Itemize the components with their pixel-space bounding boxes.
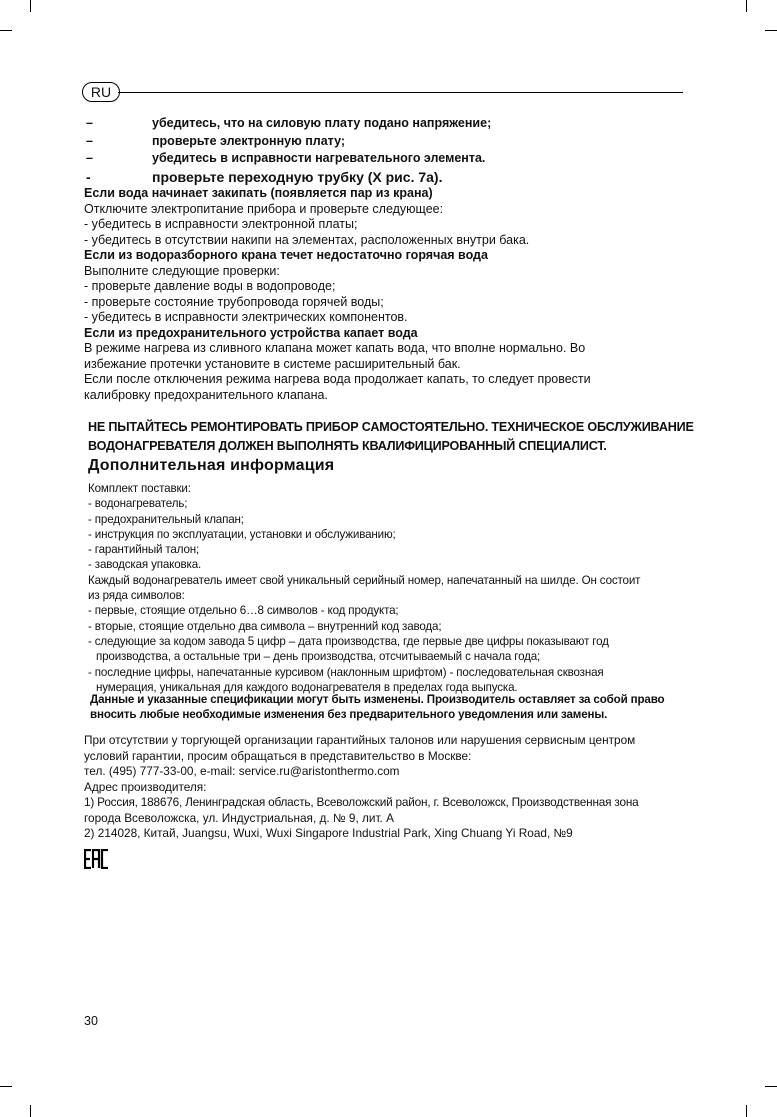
notice-line: Данные и указанные спецификации могут быть изменены. Производитель оставляет за собой право (90, 693, 665, 706)
contact-phone-email: тел. (495) 777-33-00, e-mail: service.ru@aristonthermo.com (84, 764, 400, 778)
manufacturer-address: 2) 214028, Китай, Juangsu, Wuxi, Wuxi Singapore Industrial Park, Xing Chuang Yi Road, №9 (84, 826, 573, 840)
crop-mark (765, 1086, 777, 1087)
text-line: - инструкция по эксплуатации, установки и обслуживанию; (88, 527, 396, 541)
text-line: - убедитесь в исправности электронной платы; (84, 217, 358, 231)
boiling-heading: Если вода начинает закипать (появляется пар из крана) (84, 186, 433, 200)
text-line: производства, а остальные три – день производства, отсчитываемый с начала года; (96, 650, 541, 664)
notice-line: вносить любые необходимые изменения без предварительного уведомления или замены. (90, 708, 608, 722)
crop-mark (30, 0, 31, 12)
text-line: Адрес производителя: (84, 779, 207, 794)
manufacturer-address: 1) Россия, 188676, Ленинградская область, Всеволожский район, г. Всеволожск, Производственная зона (84, 795, 639, 809)
not-hot-heading: Если из водоразборного крана течет недостаточно горячая вода (84, 248, 488, 262)
contacts-section (84, 733, 684, 842)
text-line: калибровку предохранительного клапана. (84, 387, 328, 402)
warning-block (88, 418, 694, 456)
dripping-heading: Если из предохранительного устройства капает вода (84, 325, 418, 340)
troubleshooting-section (84, 186, 684, 403)
text-line: В режиме нагрева из сливного клапана может капать вода, что вполне нормально. Во (84, 341, 586, 355)
text-line: - вторые, стоящие отдельно два символа – внутренний код завода; (88, 619, 442, 633)
text-line: Комплект поставки: (88, 482, 191, 495)
checklist-item: – убедитесь в исправности нагревательного элемента. (86, 151, 486, 165)
crop-mark (746, 1105, 747, 1117)
checklist-item: – убедитесь, что на силовую плату подано напряжение; (86, 116, 492, 130)
page-number: 30 (84, 1014, 98, 1028)
text-line: Если после отключения режима нагрева вода продолжает капать, то следует провести (84, 372, 591, 386)
text-line: - проверьте состояние трубопровода горячей воды; (84, 294, 384, 309)
text-line: - проверьте давление воды в водопроводе; (84, 279, 336, 293)
text-line: Отключите электропитание прибора и проверьте следующее: (84, 201, 444, 216)
text-line: избежание протечки установите в системе расширительный бак. (84, 356, 461, 371)
text-line: - предохранительный клапан; (88, 512, 244, 526)
crop-mark (765, 30, 777, 31)
text-line: При отсутствии у торгующей организации гарантийных талонов или нарушения сервисным центром (84, 733, 636, 747)
text-line: - следующие за кодом завода 5 цифр – дата производства, где первые две цифры показывают год (88, 634, 609, 648)
checklist (84, 116, 564, 189)
crop-mark (30, 1105, 31, 1117)
text-line: города Всеволожска, ул. Индустриальная, д. № 9, лит. А (84, 810, 394, 825)
additional-info-title-block (88, 457, 688, 475)
text-line: условий гарантии, просим обращаться в представительство в Москве: (84, 748, 472, 763)
crop-mark (0, 30, 12, 31)
specification-notice (90, 692, 690, 723)
text-line: - убедитесь в исправности электрических компонентов. (84, 310, 408, 324)
text-line: - заводская упаковка. (88, 558, 202, 572)
eac-mark-icon (84, 849, 110, 874)
checklist-item: - проверьте переходную трубку (X рис. 7a). (86, 168, 443, 185)
additional-info-title: Дополнительная информация (88, 457, 335, 474)
text-line: из ряда символов: (88, 589, 185, 603)
text-line: - последние цифры, напечатанные курсивом (наклонным шрифтом) - последовательная сквозная (88, 665, 604, 679)
text-line: Выполните следующие проверки: (84, 263, 280, 278)
text-line: нумерация, уникальная для каждого водонагревателя в пределах года выпуска. (96, 680, 518, 694)
additional-info-section (88, 481, 688, 695)
language-badge: RU (82, 82, 120, 102)
crop-mark (746, 0, 747, 12)
text-line: - убедитесь в отсутствии накипи на элементах, расположенных внутри бака. (84, 232, 530, 247)
text-line: - гарантийный талон; (88, 543, 200, 557)
header-rule (118, 92, 683, 93)
text-line: - водонагреватель; (88, 497, 188, 511)
crop-mark (0, 1086, 12, 1087)
checklist-item: – проверьте электронную плату; (86, 133, 346, 148)
text-line: Каждый водонагреватель имеет свой уникальный серийный номер, напечатанный на шилде. Он состоит (88, 573, 641, 587)
text-line: - первые, стоящие отдельно 6…8 символов - код продукта; (88, 604, 399, 618)
warning-line: НЕ ПЫТАЙТЕСЬ РЕМОНТИРОВАТЬ ПРИБОР САМОСТОЯТЕЛЬНО. ТЕХНИЧЕСКОЕ ОБСЛУЖИВАНИЕ (88, 420, 694, 434)
warning-line: ВОДОНАГРЕВАТЕЛЯ ДОЛЖЕН ВЫПОЛНЯТЬ КВАЛИФИЦИРОВАННЫЙ СПЕЦИАЛИСТ. (88, 439, 607, 453)
